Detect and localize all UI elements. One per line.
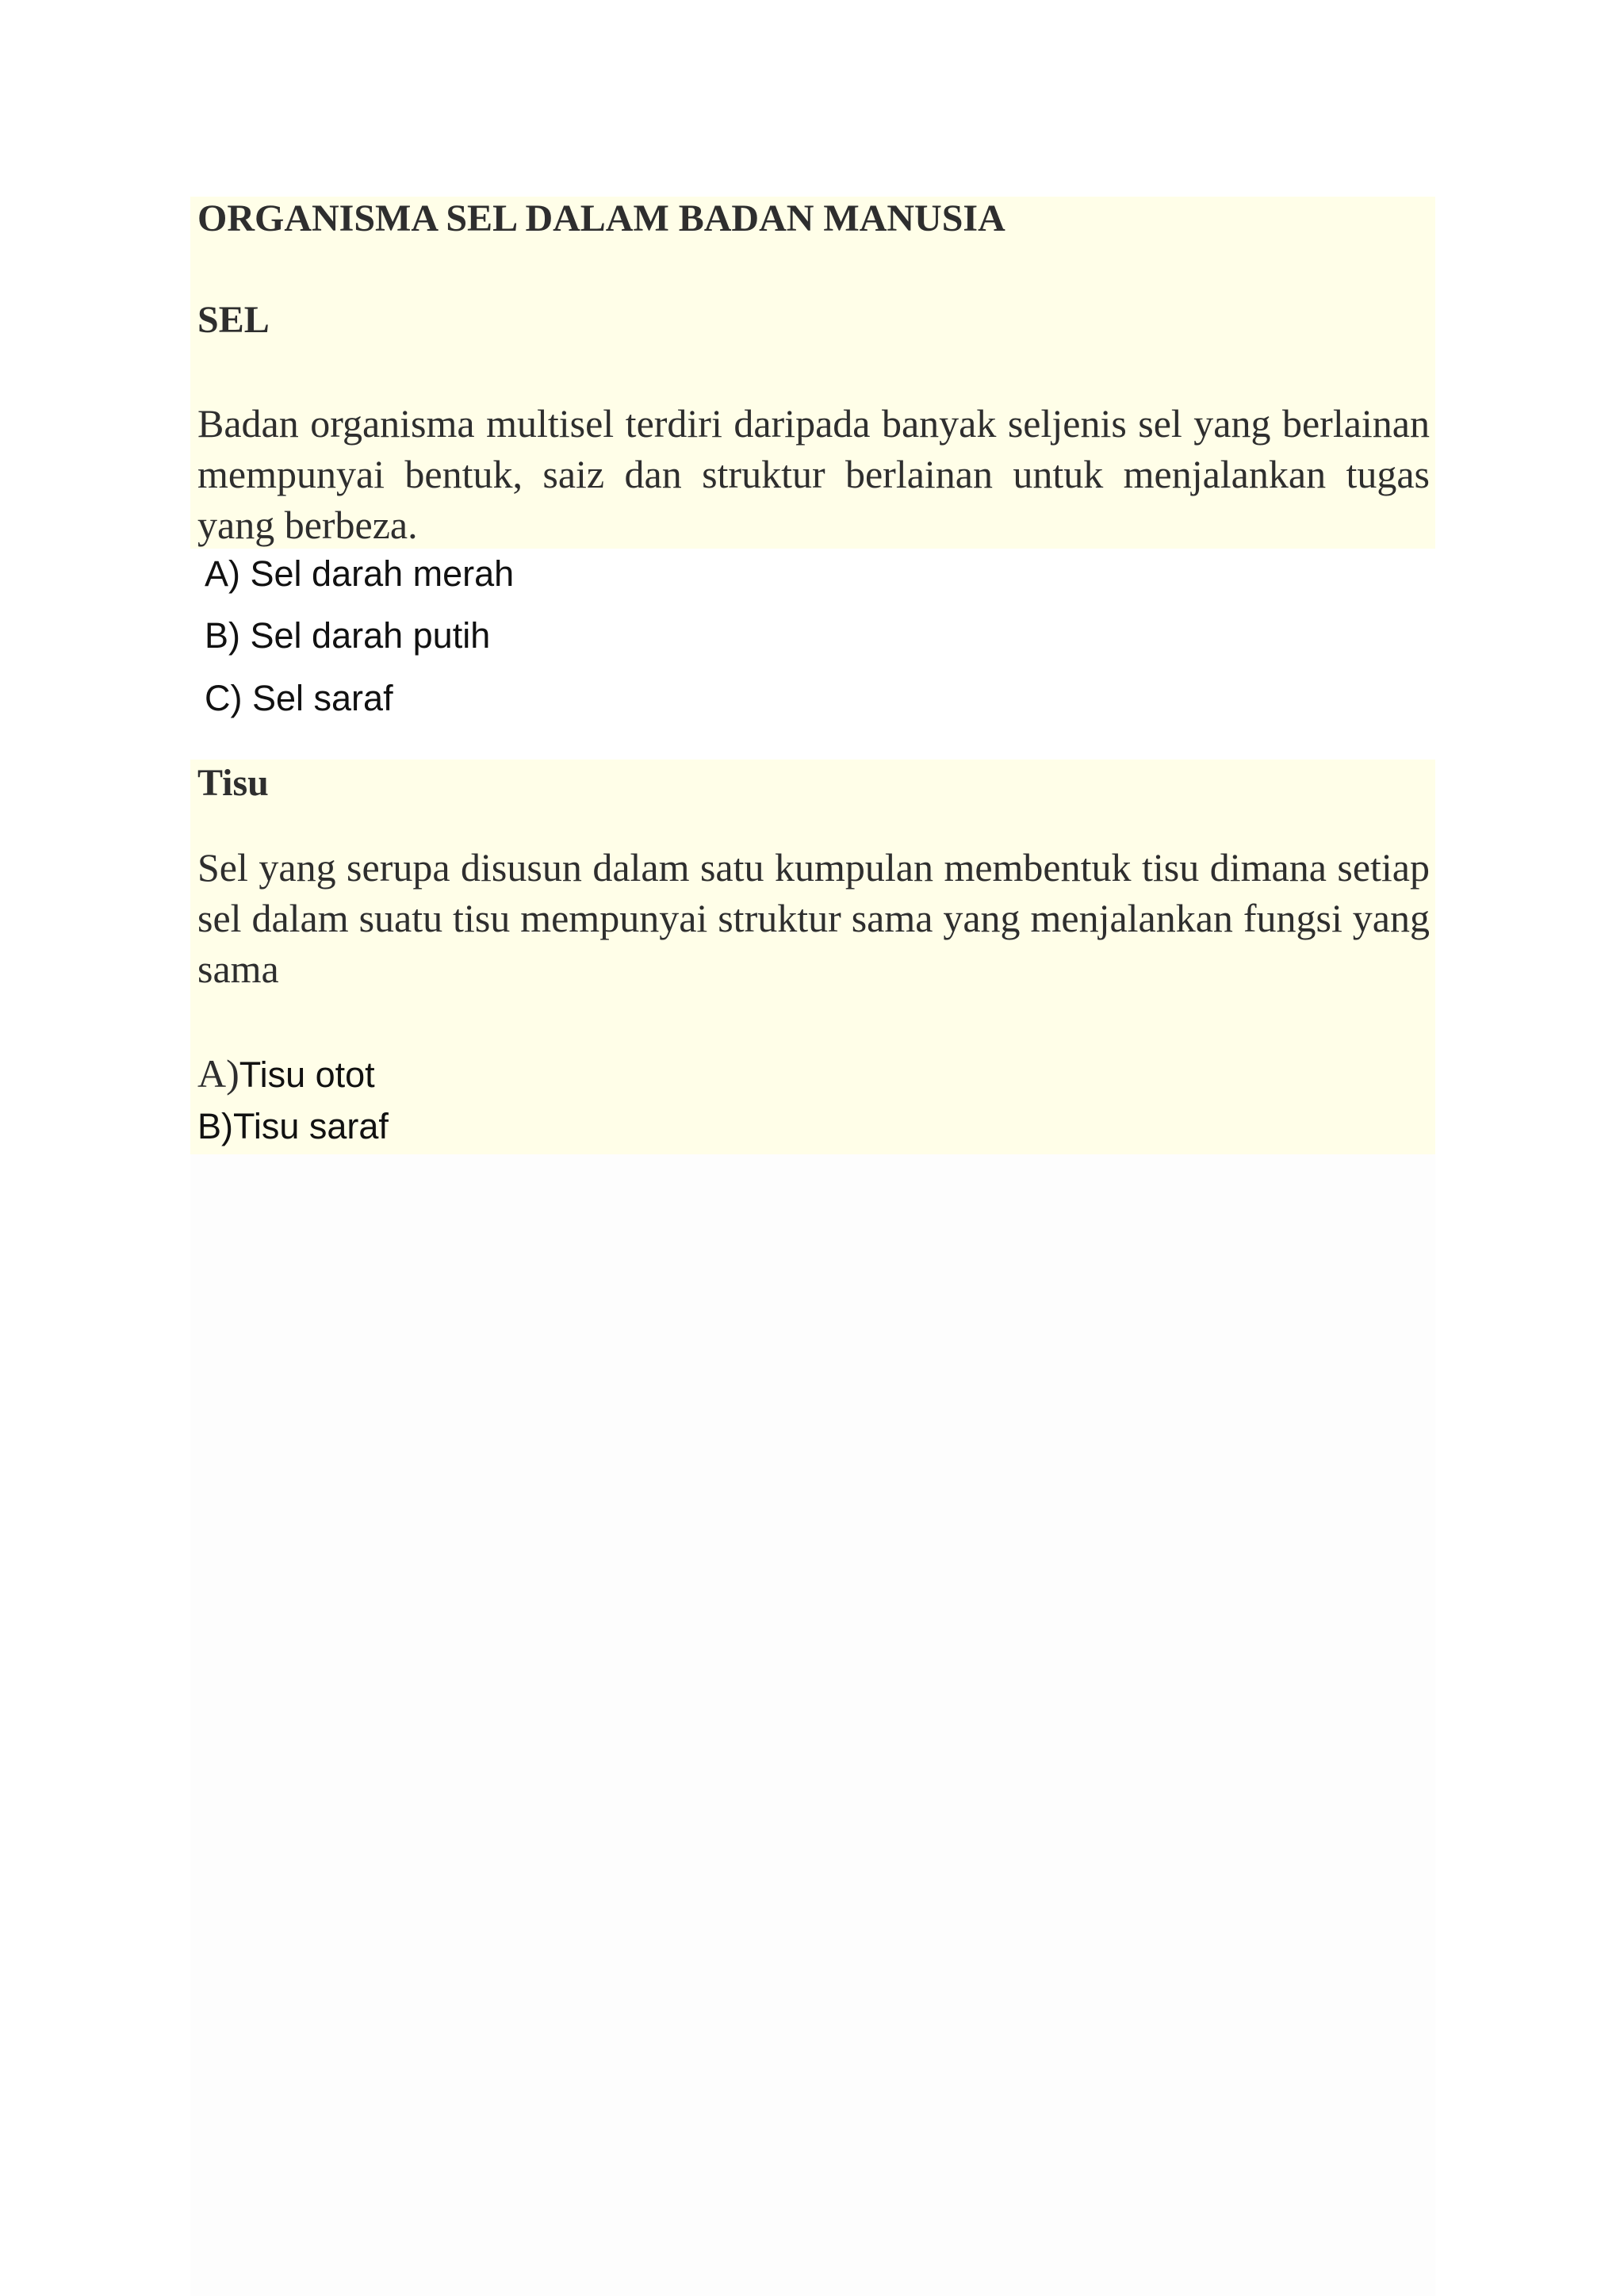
section-heading-sel: SEL xyxy=(197,299,270,341)
list-item-text: Tisu otot xyxy=(239,1054,375,1095)
list-item-sel-darah-merah: A) Sel darah merah xyxy=(205,553,515,594)
section-heading-tisu: Tisu xyxy=(197,762,269,804)
list-item-tisu-saraf xyxy=(197,1103,389,1150)
list-item-sel-darah-putih: B) Sel darah putih xyxy=(205,615,491,656)
page-background-lower xyxy=(190,1154,1435,2296)
list-item-sel-saraf: C) Sel saraf xyxy=(205,678,393,718)
section-paragraph-sel: Badan organisma multisel terdiri daripada banyak seljenis sel yang berlainan mempunyai bentuk, saiz dan struktur berlainan untuk menjalankan tugas yang berbeza. xyxy=(197,401,1430,547)
section-paragraph-tisu: Sel yang serupa disusun dalam satu kumpulan membentuk tisu dimana setiap sel dalam suatu tisu mempunyai struktur sama yang menjalankan fungsi yang sama xyxy=(197,845,1430,991)
list-item-tisu-otot xyxy=(197,1050,375,1099)
list-item-text: Tisu saraf xyxy=(233,1106,389,1146)
page-title: ORGANISMA SEL DALAM BADAN MANUSIA xyxy=(197,197,1005,239)
list-item-letter: B) xyxy=(197,1106,233,1146)
list-item-letter: A) xyxy=(197,1051,239,1096)
